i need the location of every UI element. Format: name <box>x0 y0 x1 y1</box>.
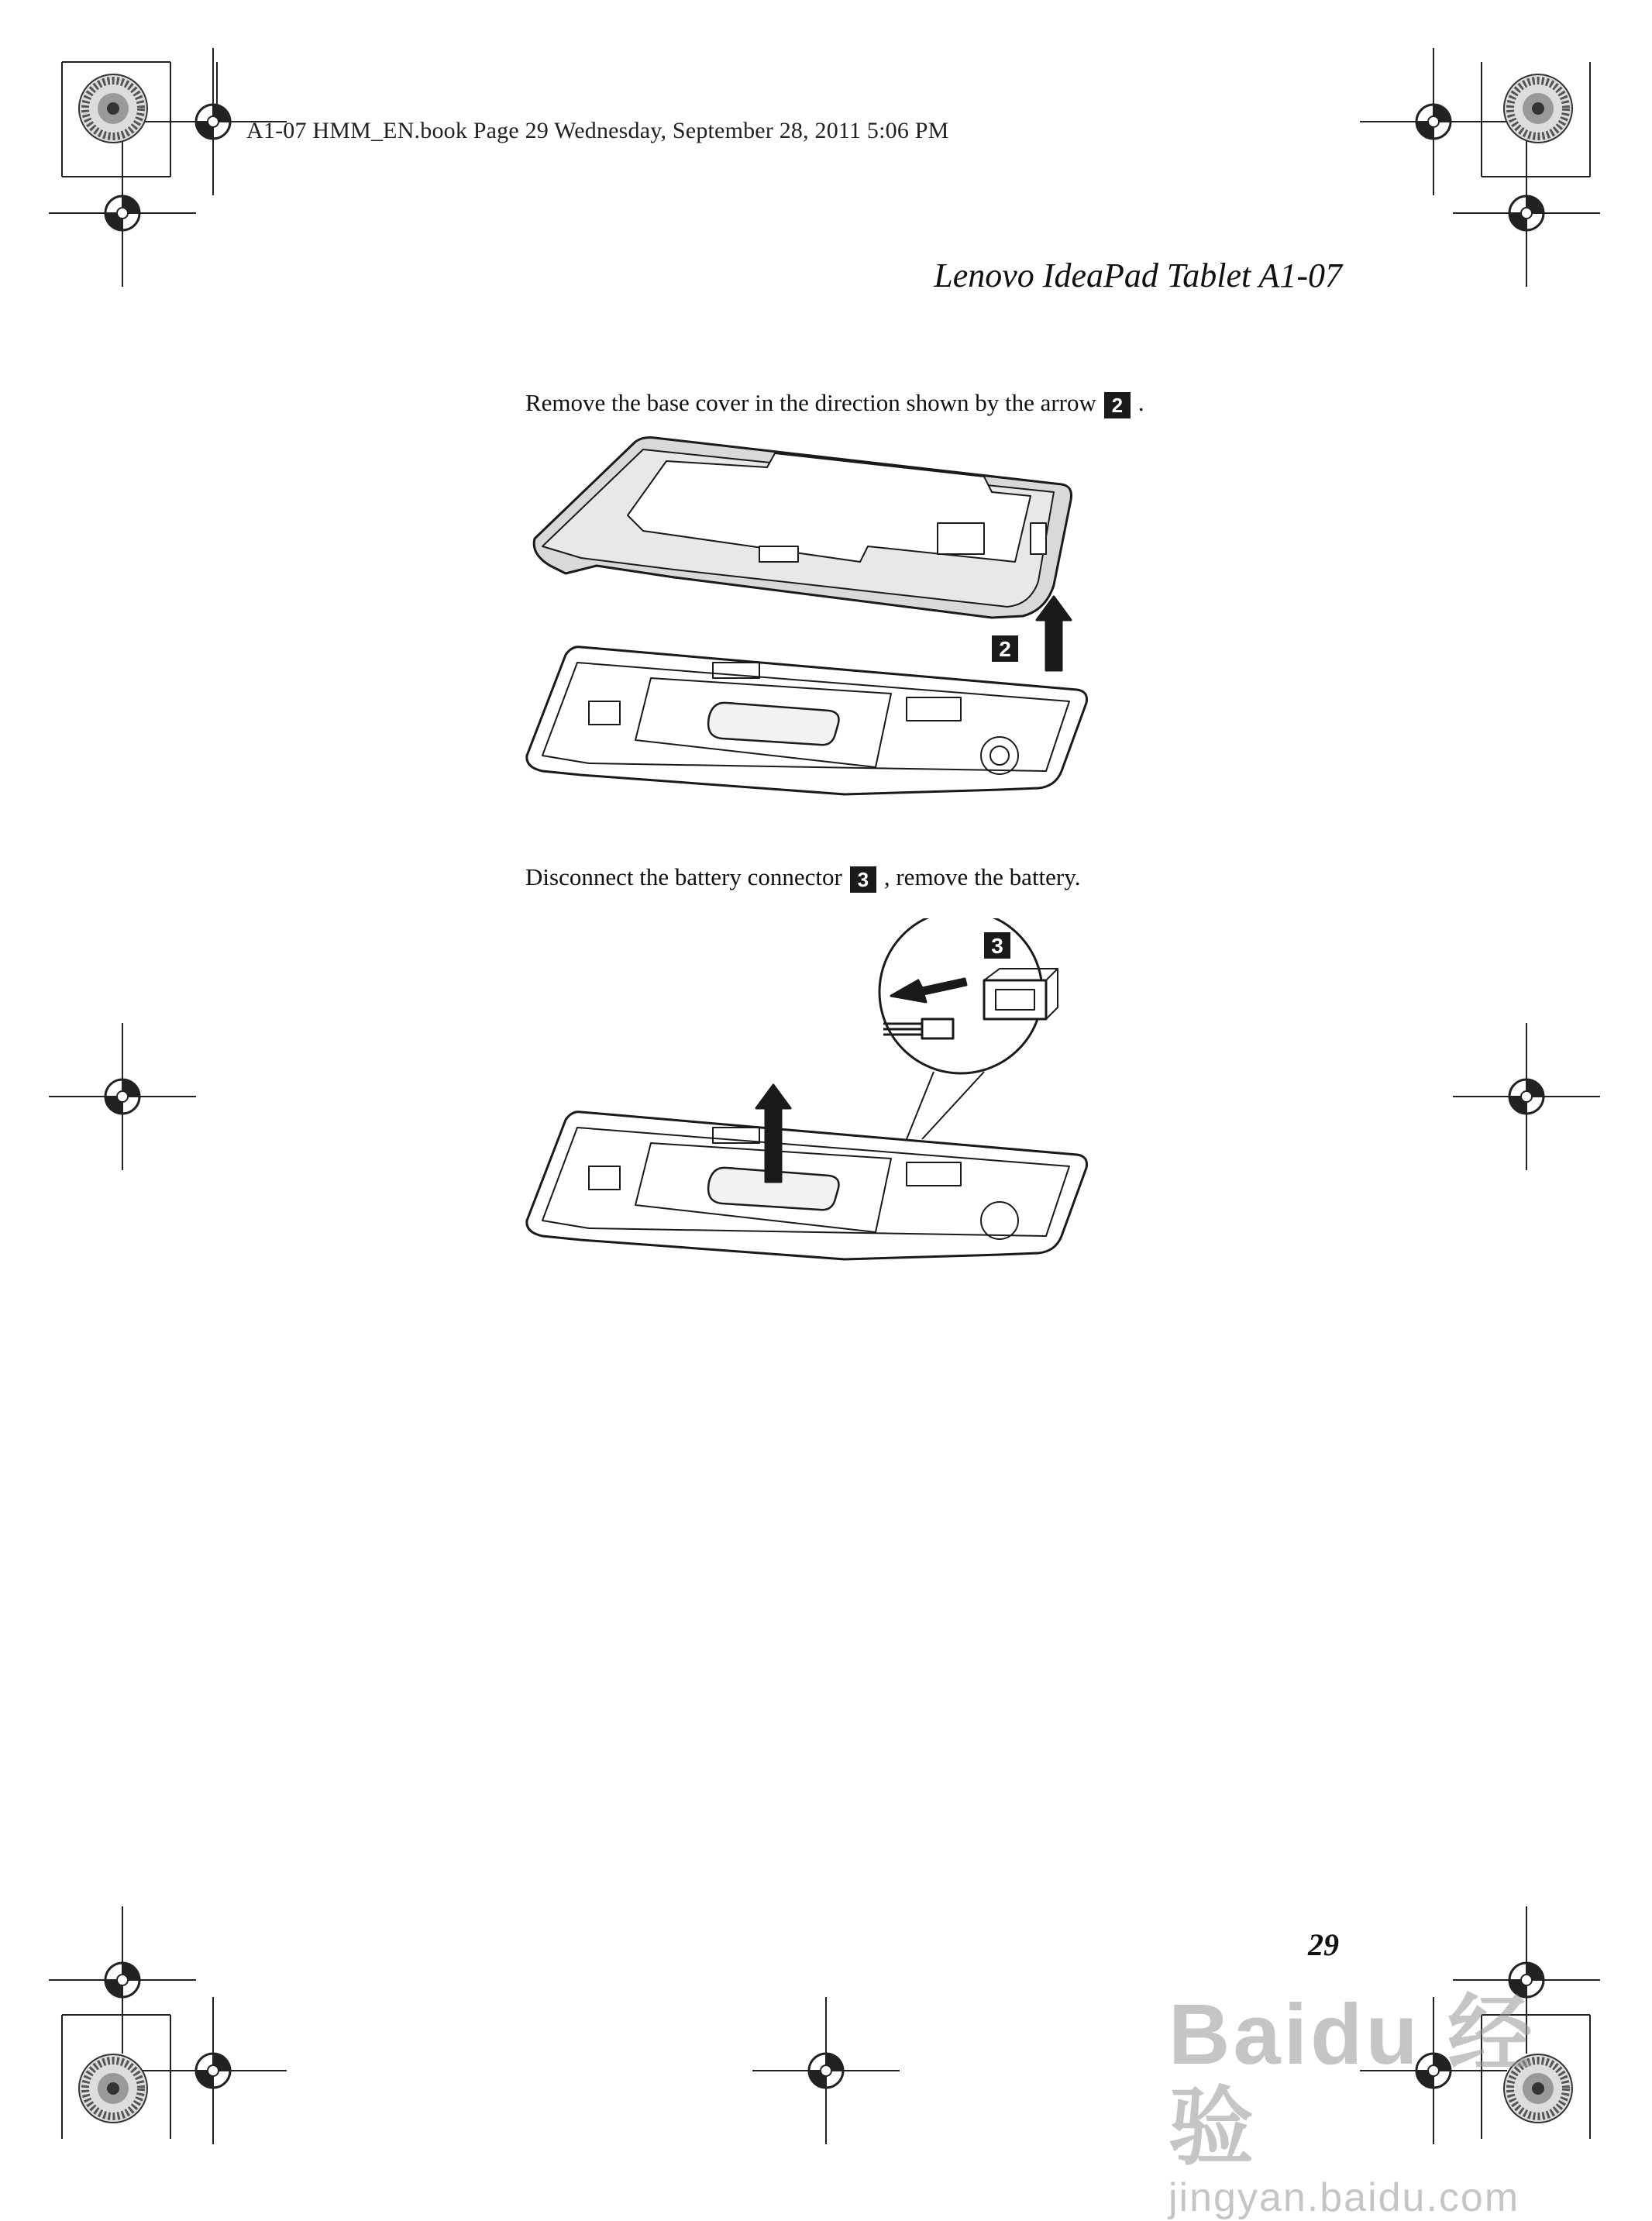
figure-disconnect-battery <box>519 918 1124 1275</box>
step3-instruction <box>525 862 1081 893</box>
print-slug-line: A1-07 HMM_EN.book Page 29 Wednesday, September 28, 2011 5:06 PM <box>246 118 949 143</box>
registration-mark-left-upper <box>49 139 196 287</box>
step3-text: Disconnect the battery connector <box>525 863 842 890</box>
figure2-callout-label: 3 <box>991 934 1003 958</box>
registration-mark-left-lower <box>49 1906 196 2054</box>
star-target-top-right <box>1504 74 1572 143</box>
figure-remove-base-cover <box>519 430 1124 818</box>
step3-badge: 3 <box>850 866 876 893</box>
registration-mark-top-right <box>1360 48 1507 195</box>
running-head: Lenovo IdeaPad Tablet A1-07 <box>934 257 1342 294</box>
star-target-top-left <box>79 74 147 143</box>
registration-mark-bottom-center <box>752 1997 900 2144</box>
star-target-bottom-left <box>79 2054 147 2123</box>
watermark-logo: Baidu 经验 <box>1168 1987 1537 2175</box>
step2-text: Remove the base cover in the direction shown by the arrow <box>525 389 1096 416</box>
registration-mark-right-middle <box>1453 1023 1600 1170</box>
watermark-url: jingyan.baidu.com <box>1168 2175 1520 2220</box>
page-number: 29 <box>1308 1927 1339 1962</box>
watermark <box>1168 1987 1587 2220</box>
registration-mark-bottom-left <box>139 1997 287 2144</box>
step2-text-end: . <box>1137 389 1144 416</box>
step3-text-end: , remove the battery. <box>883 863 1081 890</box>
registration-mark-right-upper <box>1453 139 1600 287</box>
registration-mark-left-middle <box>49 1023 196 1170</box>
figure1-callout-label: 2 <box>999 637 1011 661</box>
step2-badge: 2 <box>1104 392 1131 418</box>
step2-instruction <box>525 387 1144 418</box>
